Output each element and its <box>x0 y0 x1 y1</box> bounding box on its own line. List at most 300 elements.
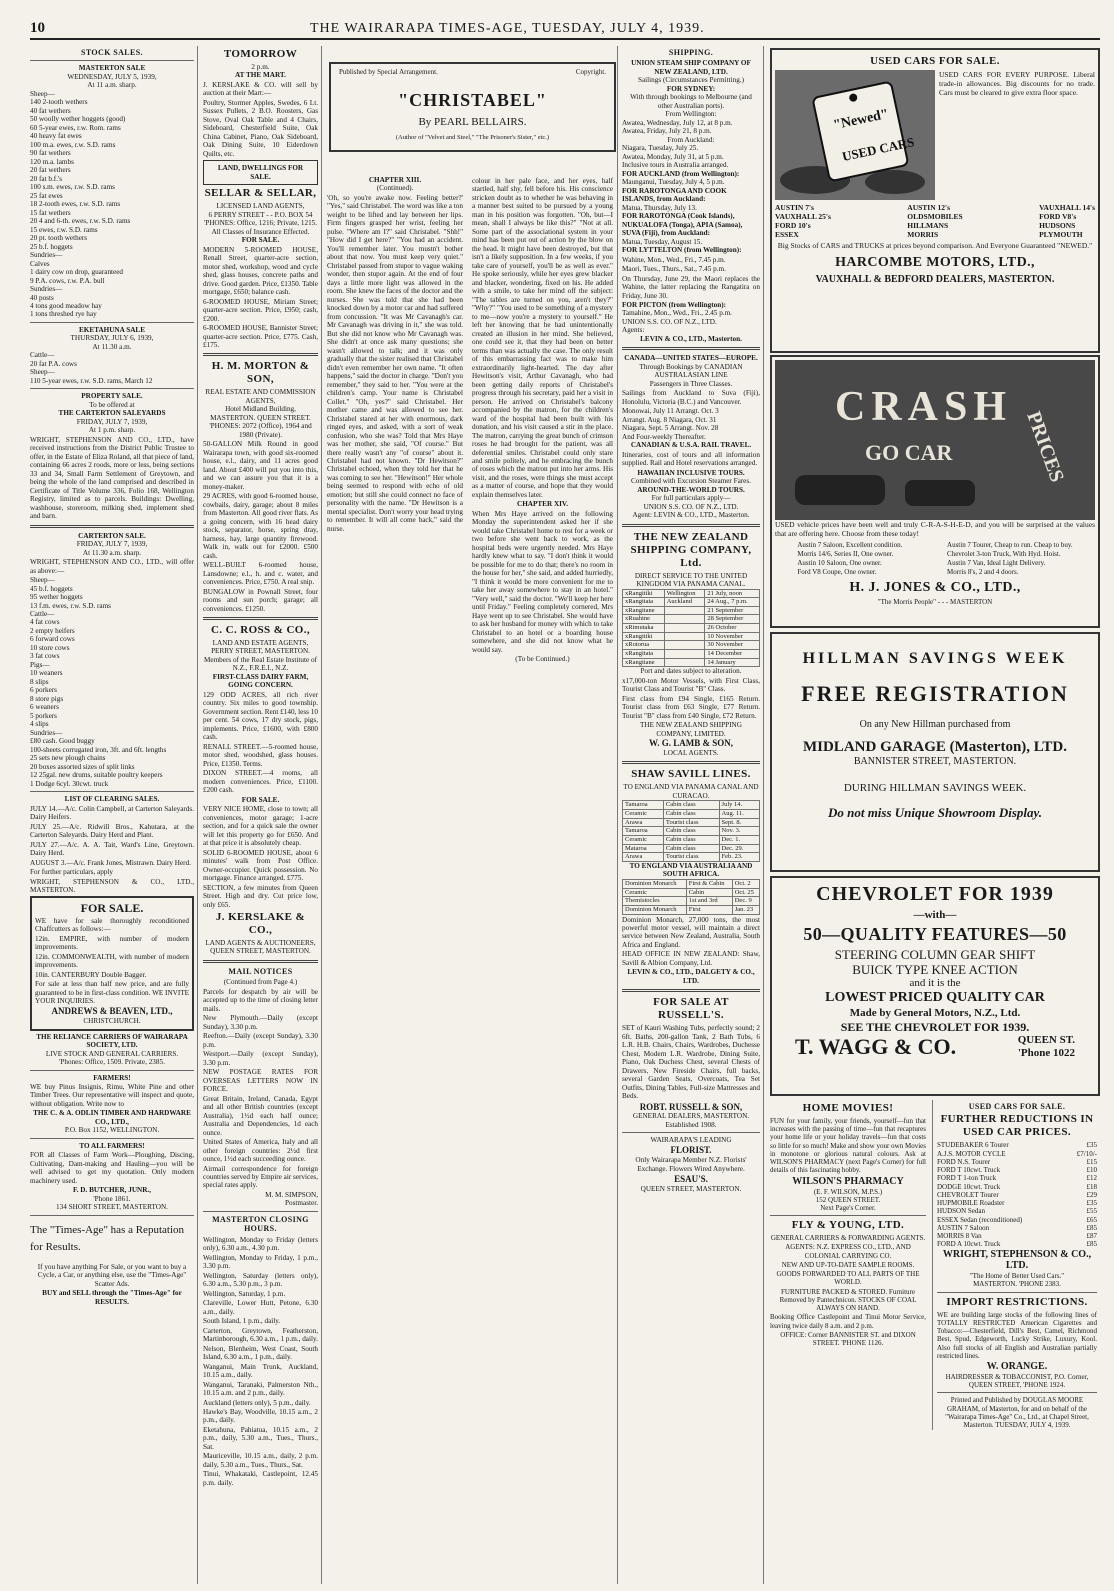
agents: Agents: <box>622 326 645 335</box>
clearing-line: JULY 14.—A/c. Colin Campbell, at Carterton Saleyards. Dairy Heifers. <box>30 804 194 822</box>
andrews-beaven: ANDREWS & BEAVEN, LTD., <box>51 1006 173 1017</box>
closing-line: South Island, 1 p.m., daily. <box>203 1317 281 1326</box>
all-farmers-text: FOR all Classes of Farm Work—Ploughing, Discing, Cultivating, Dam-making and Hauling—you will be well advised to get my quotation. Only modern machinery used. <box>30 1151 194 1185</box>
story-text-4: colour in her pale face, and her eyes, half startled, half shy, fell before his. His conscience stricken doubt as to whether he was behaving in a manner best suited to be pursued by a young man in his position was forgotten. "Oh, but—I mean, shall I always be like this?" "Not at all. Some part of the associational system in your mind has been put out of action by the blow on the head. It might have been destroyed, but that isn't a likely supposition. In a few weeks, if you take care of yourself, you'll be as well as ever." He spoke seriously, while her eyes grew blacker and blacker, wondering, fixed on his. He added with a smile, to take her mind off the subject: "The tables are turned on you, aren't they?" "Why?" "You used to be something of a mystery to me—now you're a mystery to yourself." He left her knowing that he had unintentionally created an illusion in her mind. She believed, one could see it, that they had been on better terms than was actually the case. The only result of this embarrassing fact was to make him extraordinarily light-hearted. The day after Hewitson's visit, Arthur Cavanagh, who had been getting daily reports of Christabel's progress through his secretary, paid her a visit in person. He arrived on Christabel's balcony accompanied by the matron, for the children's ward of the hospital had been built with his donation, and his visit caused a stir in the place. The matron, carrying the great bunch of crimson roses he had brought for the patient, was all deferential smiles. Christabel could only stare and smile politely, and he embracing the bunch of roses which the matron put into her arms. His visit, and the roses, were things she must accept as a matter of course, and hope that they would explain themselves later. <box>472 177 613 499</box>
harcombe: HARCOMBE MOTORS, LTD., <box>835 255 1035 271</box>
free-reg: FREE REGISTRATION <box>801 680 1069 706</box>
table-cell: Jan. 23 <box>732 905 759 914</box>
table-row <box>623 632 760 641</box>
mail-line: Westport.—Daily (except Sunday), 3.30 p.m. <box>203 1050 318 1067</box>
buick: BUICK TYPE KNEE ACTION <box>852 962 1018 978</box>
table-cell: 28 September <box>705 615 760 624</box>
table-cell <box>664 641 705 650</box>
esaus: ESAU'S. <box>674 1174 708 1185</box>
car-price: £87 <box>1086 1232 1097 1241</box>
table-cell: xRangitiki <box>623 632 665 641</box>
orange-sub: HAIRDRESSER & TOBACCONIST, P.O. Corner, QUEEN STREET, 'PHONE 1924. <box>945 1372 1089 1390</box>
farmers-title: FARMERS! <box>93 1073 131 1082</box>
car-model: FORD T 10cwt. Truck <box>937 1166 1001 1175</box>
fly-addr: OFFICE: Corner BANNISTER ST. and DIXON STREET. 'PHONE 1126. <box>780 1330 916 1348</box>
table-cell: Dec. 29. <box>719 844 759 853</box>
and-it-is: and it is the <box>909 977 961 990</box>
table-cell: Cabin class <box>663 844 719 853</box>
ross: C. C. ROSS & CO., <box>210 624 311 636</box>
price-row <box>937 1174 1097 1182</box>
sheep-line: 20 fat wethers <box>30 166 71 175</box>
clearing-line: JULY 27.—A/c. A. A. Tait, Ward's Line, Greytown. Dairy Herd. <box>30 840 194 858</box>
sailing-line: Niagara, Tuesday, July 25. <box>622 144 699 153</box>
sheep-line: 20 fat b.f.'s <box>30 174 63 183</box>
sundries-line: 40 posts <box>30 293 54 302</box>
car-name: AUSTIN 7's <box>775 202 814 212</box>
sailing-line: And Four-weekly Thereafter. <box>622 432 706 441</box>
table-cell: 14 January <box>705 658 760 667</box>
cars-right <box>1039 204 1095 239</box>
raro2-title: FOR RAROTONGA (Cook Islands), NUKUALOFA (Tonga), APIA (Samoa), SUVA (Fiji), from Auckland: <box>622 212 743 238</box>
picton-title: FOR PICTON (from Wellington): <box>622 301 727 309</box>
carterton-line: 45 b.f. hoggets <box>30 584 73 593</box>
column-serial-cont <box>472 46 618 1584</box>
table-cell: xRotorua <box>623 641 665 650</box>
carterton-line: 8 store pigs <box>30 694 64 703</box>
price-row <box>937 1158 1097 1166</box>
car-offer: Austin 7 Saloon, Excellent condition. <box>797 540 903 549</box>
table-cell: Auckland <box>664 598 705 607</box>
buy-sell: BUY and SELL through the "Times-Age" for RESULTS. <box>42 1289 182 1306</box>
carterton-line: 13 f.m. ewes, r.w. S.D. rams <box>30 601 111 610</box>
sellar-sub: LICENSED LAND AGENTS, <box>216 202 305 211</box>
sheep-line: 15 fat wethers <box>30 208 71 217</box>
home-movies: HOME MOVIES! <box>802 1102 894 1114</box>
column-serial <box>327 46 467 1584</box>
canada-classes: Passengers in Three Classes. <box>649 379 733 388</box>
price-row <box>937 1141 1097 1149</box>
import: IMPORT RESTRICTIONS. <box>946 1295 1088 1308</box>
mail-list <box>203 988 318 1190</box>
table-cell: 30 November <box>705 641 760 650</box>
table-cell: Arawa <box>623 853 664 862</box>
table-cell: xRangitane <box>623 606 665 615</box>
chapter-14: CHAPTER XIV. <box>517 500 568 509</box>
car-model: ESSEX Sedan (reconditioned) <box>937 1215 1023 1224</box>
simpson: M. M. SIMPSON, <box>265 1190 318 1199</box>
hawaiian: HAWAIIAN INCLUSIVE TOURS. <box>637 468 745 477</box>
price-row <box>937 1224 1097 1232</box>
carterton-sale: CARTERTON SALE. <box>78 531 146 540</box>
for-sale-text2: For sale at less than half new price, and are fully guaranteed to be in first-class condition. WE INVITE YOUR INQUIRIES. <box>35 980 189 1005</box>
nz-table <box>622 589 760 668</box>
sheep-line: 140 2-tooth wethers <box>30 98 88 107</box>
butcher-addr: 134 SHORT STREET, MASTERTON. <box>56 1203 168 1212</box>
raro-title: FOR RAROTONGA AND COOK ISLANDS, from Auckland: <box>622 186 727 204</box>
sheep-line: 90 fat wethers <box>30 149 71 158</box>
odlin-po: P.O. Box 1152, WELLINGTON. <box>64 1126 160 1135</box>
car-price: £85 <box>1086 1223 1097 1232</box>
for-sale-item: 12in. COMMONWEALTH, with number of modern improvements. <box>35 952 189 970</box>
copyright: Copyright. <box>575 68 606 76</box>
sellar: SELLAR & SELLAR, <box>204 187 317 200</box>
sheep-line: 40 fat wethers <box>30 106 71 115</box>
carterton-line: £80 cash. Good buggy <box>30 737 95 746</box>
closing-line: Wellington, Monday to Friday (letters only), 6.30 a.m., 4.30 p.m. <box>203 1235 318 1253</box>
union: UNION STEAM SHIP COMPANY OF NEW ZEALAND, LTD. <box>631 59 751 76</box>
table-cell: 21 July, noon <box>705 589 760 598</box>
sheep-line: 50 woolly wether hoggets (good) <box>30 115 126 124</box>
closing-line: Eketahuna, Pahiatua, 10.15 a.m., 2 p.m., daily, 5.30 a.m., Tues., Thurs., Sat. <box>203 1425 318 1451</box>
eketahuna-line: Sheep— <box>30 368 55 377</box>
florist-title: WAIRARAPA'S LEADING <box>650 1136 732 1145</box>
carterton-line: Sundries— <box>30 728 63 737</box>
shaw-table <box>622 800 760 862</box>
column-stock-sales <box>30 46 198 1584</box>
car-price: £85 <box>1086 1240 1097 1249</box>
carterton-line: Cattle— <box>30 609 55 618</box>
table-cell: Sept. 8. <box>719 818 759 827</box>
car-offer: Ford V8 Coupe, One owner. <box>797 568 877 577</box>
table-cell: Tourist class <box>663 818 719 827</box>
clearing-list <box>30 805 194 895</box>
butcher-phone: 'Phone 1861. <box>93 1194 131 1203</box>
mail-line: Reefton.—Daily (except Sunday), 3.30 p.m. <box>203 1032 318 1049</box>
during: DURING HILLMAN SAVINGS WEEK. <box>843 782 1027 795</box>
world-tours: AROUND-THE-WORLD TOURS. <box>637 485 745 494</box>
sailing-line: On Thursday, June 29, the Maori replaces the Wahine, the latter replacing the Rangatira on Friday, June 30. <box>622 274 760 300</box>
florist: FLORIST. <box>670 1144 712 1155</box>
table-cell: Oct. 25 <box>732 888 759 897</box>
midland: MIDLAND GARAGE (Masterton), LTD. <box>802 738 1068 755</box>
auckland-list <box>622 144 760 169</box>
sydney-text: With through bookings to Melbourne (and other Australian ports). <box>630 93 752 110</box>
sailing-line: Monowai, July 11 Arrangt. Oct. 3 <box>622 407 719 416</box>
table-cell: xRuahine <box>623 615 665 624</box>
listing: 6-ROOMED HOUSE, Miriam Street; quarter-acre section. Price, £950; cash, £200. <box>203 297 318 323</box>
morton-sub: REAL ESTATE AND COMMISSION AGENTS, <box>205 388 316 405</box>
car-name: FORD 10's <box>775 220 811 230</box>
price-row <box>937 1207 1097 1215</box>
car-name: HUDSONS <box>1039 220 1076 230</box>
mail-line: New Plymouth.—Daily (except Sunday), 3.30 p.m. <box>203 1014 318 1031</box>
mail-cont: (Continued from Page 4.) <box>223 978 298 987</box>
closing-line: Wellington, Monday to Friday, 1 p.m., 3.30 p.m. <box>203 1253 318 1271</box>
any-hillman: On any New Hillman purchased from <box>859 718 1011 730</box>
car-name: VAUXHALL 25's <box>775 211 831 221</box>
tomorrow: TOMORROW <box>223 48 298 60</box>
for-sale-heading-2: FOR SALE. <box>241 795 280 804</box>
queen-st: QUEEN ST. <box>1017 1034 1075 1047</box>
carterton-line: 5 porkers <box>30 711 57 720</box>
sheep-line: 100 m.a. ewes, r.w. S.D. rams <box>30 140 116 149</box>
car-model: FORD T 1-ton Truck <box>937 1174 997 1183</box>
car-model: HUPMOBILE Roadster <box>937 1199 1005 1208</box>
sailing-line: Inclusive tours in Australia arranged. <box>622 161 729 170</box>
carterton-line: Sheep— <box>30 576 55 585</box>
closing-line: Tinui, Whakataki, Castlepoint, 12.45 p.m. daily. <box>203 1470 318 1487</box>
table-cell: 14 December <box>705 650 760 659</box>
hawaiian-text: Combined with Excursion Steamer Fares. <box>631 477 751 486</box>
car-model: FORD N.S. Tourer <box>937 1157 991 1166</box>
fly: FLY & YOUNG, LTD. <box>791 1219 905 1232</box>
car-price: £35 <box>1086 1199 1097 1208</box>
jones-ad <box>770 355 1100 628</box>
sundries-line: Calves <box>30 259 50 268</box>
left-small-ads <box>770 1100 926 1430</box>
car-model: FORD A 10cwt. Truck <box>937 1240 1001 1249</box>
sellar-ins: All Classes of Insurance Effected. <box>211 227 310 236</box>
listing: WELL-BUILT 6-roomed house, Lansdowne; e.l., h. and c. water, and conveniences. Price, £750. A real snip. <box>203 561 318 587</box>
closing-line: Hawke's Bay, Woodville, 10.15 a.m., 2 p.m., daily. <box>203 1408 318 1425</box>
carterton-line: 10 store cows <box>30 643 70 652</box>
lamb-sub: LOCAL AGENTS. <box>663 748 719 757</box>
column-shipping <box>622 46 764 1584</box>
phone: 'Phone 1022 <box>1017 1047 1075 1060</box>
table-cell: xRangitata <box>623 598 665 607</box>
car-offer: Morris 8's, 2 and 4 doors. <box>947 568 1019 577</box>
car-price: £65 <box>1086 1215 1097 1224</box>
continued: (Continued). <box>376 184 414 193</box>
table-row <box>623 658 760 667</box>
tomorrow-time: 2 p.m. <box>251 62 270 71</box>
robt: ROBT. RUSSELL & SON, <box>639 1101 743 1112</box>
lowest: LOWEST PRICED QUALITY CAR <box>825 990 1045 1006</box>
wagg: T. WAGG & CO. <box>795 1034 957 1060</box>
fly-office: Booking Office Castlepoint and Tinui Motor Service, leaving twice daily 8 a.m. and 2 p.m. <box>770 1313 926 1330</box>
table-row <box>623 879 760 888</box>
sheep-line: 60 5-year ewes, r.w. Rom. rams <box>30 123 121 132</box>
morton-addr: Hotel Midland Building, MASTERTON. QUEEN STREET. <box>210 405 311 422</box>
table-row <box>623 818 760 827</box>
russells-text: SET of Kauri Washing Tubs, perfectly sound; 2 6ft. Baths, 200-gallon Tank, 2 Bath Tubs, 6 L.R. H.B. Chairs, Chairs, Wardrobes, Duchesse Chest, Modern L.R. Wardrobe, Dining Suite, Piano, Oak Duchess Chest, several Chests of Drawers, New Fireside Chairs, full backs, several Garden Seats, Overcoats, Tea Set Outfits, Dining Tables, Full-size Mattresses and Beds. <box>622 1024 760 1101</box>
mail-line: Parcels for despatch by air will be accepted up to the time of closing letter mails. <box>203 987 318 1013</box>
table-cell: Mataroa <box>623 844 664 853</box>
cars-left <box>775 204 831 239</box>
morton: H. M. MORTON & SON, <box>211 360 310 386</box>
table-cell: First <box>686 905 732 914</box>
property-sale: PROPERTY SALE. <box>81 392 143 401</box>
for-sale-title: FOR SALE. <box>80 901 144 916</box>
carterton-line: Pigs— <box>30 660 50 669</box>
car-name: VAUXHALL 14's <box>1039 202 1095 212</box>
car-name: MORRIS <box>907 229 939 239</box>
table-cell: Dominion Monarch <box>623 879 687 888</box>
price-row <box>937 1216 1097 1224</box>
prices-text: PRICES <box>1022 408 1069 486</box>
eketahuna-list <box>30 351 194 385</box>
union2: UNION S.S. CO. OF N.Z., LTD. <box>643 502 739 511</box>
heading-stock-sales: STOCK SALES. <box>80 48 143 57</box>
table-row <box>623 844 760 853</box>
usa-text: Itineraries, cost of tours and all information supplied. Rail and Hotel reservations arranged. <box>622 450 760 468</box>
jones: H. J. JONES & CO., LTD., <box>849 579 1021 595</box>
import-text: WE are building large stocks of the following lines of TOTALLY RESTRICTED American Cigarettes and Tobacco:—Chesterfield, Dill's Best, Camel, Richmond Best, Spud, Edgeworth, Lucky Strike, Luxury, Kool. Also full stocks of all English and Australian partially restricted lines. <box>937 1310 1097 1360</box>
further: FURTHER REDUCTIONS IN USED CAR PRICES. <box>940 1113 1094 1139</box>
closing-line: Wanganui, Main Trunk, Auckland, 10.15 a.m., daily. <box>203 1362 318 1380</box>
sundries-line: 1 dairy cow on drop, guaranteed <box>30 268 124 277</box>
farmers-text: WE buy Pinus Insignis, Rimu, White Pine and other Timber Trees. Our representative will inspect and quote, without obligation. Write now to <box>30 1083 194 1108</box>
used-text: USED CARS FOR EVERY PURPOSE. Liberal trade-in allowances. Big discounts for no trade. Cars must be cleared to give extra floor space. <box>939 69 1095 97</box>
table-row <box>623 853 760 862</box>
car-model: MORRIS 8 Van <box>937 1232 982 1241</box>
harcombe-ad <box>770 48 1100 353</box>
hillman: HILLMAN SAVINGS WEEK <box>802 650 1068 667</box>
clearing-line: AUGUST 3.—A/c. Frank Jones, Mistrawn. Dairy Herd. <box>30 858 191 867</box>
for-sale-heading: FOR SALE. <box>241 236 280 245</box>
odlin: THE C. & A. ODLIN TIMBER AND HARDWARE CO., LTD., <box>33 1109 191 1126</box>
wilsons-near: Next Page's Corner. <box>820 1204 876 1213</box>
table-cell: Cabin class <box>663 801 719 810</box>
all-farmers: TO ALL FARMERS! <box>79 1141 145 1150</box>
closing-line: Wellington, Saturday, 1 p.m. <box>203 1289 286 1298</box>
fly-agents: AGENTS: N.Z. EXPRESS CO., LTD., AND COLONIAL CARRYING CO. <box>785 1243 911 1260</box>
union-sailings: Sailings (Circumstances Permitting.) <box>637 76 744 85</box>
property-text: WRIGHT, STEPHENSON AND CO., LTD., have received instructions from the District Public Trustee to offer, in the Estate of Eliza Roland, all that piece of land, containing 66 acres 2 roods, more or less, being sections 33 and 34, Small Farm Settlement of Greytown, and being the whole of the land comprised and described in Certificate of Title Volume 336, Folio 168, Wellington Registry, limited as to parcels. Buildings: Dwelling, washhouse, storeroom, milking shed, implement shed and barn. <box>30 435 194 521</box>
table-cell: Nov. 3. <box>719 827 759 836</box>
morton-phones: 'PHONES: 2072 (Office), 1964 and 1980 (Private). <box>209 422 312 439</box>
mail-line: Great Britain, Ireland, Canada, Egypt and all other British countries (except Australia), 1½d each half ounce; Australia and Dependencies, 1d each ounce. <box>203 1094 318 1137</box>
land-title: LAND, DWELLINGS FOR SALE. <box>203 160 318 185</box>
car-name: PLYMOUTH <box>1039 229 1083 239</box>
listing: RENALL STREET.—5-roomed house, motor shed, woodshed, glass houses. Price, £1350. Terms. <box>203 742 318 768</box>
see: SEE THE CHEVROLET FOR 1939. <box>840 1019 1030 1034</box>
table-cell: 10 November <box>705 632 760 641</box>
car-price: £12 <box>1086 1174 1097 1183</box>
car-name: AUSTIN 12's <box>907 202 950 212</box>
printed: Printed and Published by DOUGLAS MOORE GRAHAM, of Masterton, for and on behalf of the "Wairarapa Times-Age" Co., Ltd., at Chapel Street, Masterton. TUESDAY, JULY 4, 1939. <box>945 1396 1089 1430</box>
table-cell: Arawa <box>623 818 664 827</box>
shaw: SHAW SAVILL LINES. <box>631 768 751 781</box>
quality: 50—QUALITY FEATURES—50 <box>803 923 1067 944</box>
mail-line: United States of America, Italy and all other foreign countries: 2½d first ounce, 1½d each succeeding ounce. <box>203 1138 318 1164</box>
table-row <box>623 897 760 906</box>
closing-line: Clareville, Lower Hutt, Petone, 6.30 a.m., daily. <box>203 1299 318 1316</box>
car-name: OLDSMOBILES <box>907 211 963 221</box>
lamb: W. G. LAMB & SON, <box>649 738 733 749</box>
canada-sub: Through Bookings by CANADIAN AUSTRALASIAN LINE <box>639 362 743 380</box>
table-cell: 21 September <box>705 606 760 615</box>
price-row <box>937 1199 1097 1207</box>
ross-addr: PERRY STREET, MASTERTON. <box>211 647 310 656</box>
agent-levin: Agent: LEVIN & CO., LTD., Masterton. <box>632 511 750 520</box>
ross-sub: LAND AND ESTATE AGENTS, <box>212 638 309 647</box>
sheep-line: 25 b.f. hoggets <box>30 242 73 251</box>
closing-line: Carterton, Greytown, Featherston, Martinborough, 6.30 a.m., 1 p.m., daily. <box>203 1326 318 1344</box>
car-price: £18 <box>1086 1182 1097 1191</box>
levin-dalgety: LEVIN & CO., LTD., DALGETY & CO., LTD. <box>627 968 755 985</box>
closing-line: Nelson, Blenheim, West Coast, South Island, 6.30 a.m., 1 p.m., daily. <box>203 1344 318 1362</box>
chapter-13: CHAPTER XIII. <box>368 176 422 184</box>
table-cell <box>664 615 705 624</box>
carterton-line: 8 slips <box>30 677 49 686</box>
nz-note: Port and dates subject to alteration. <box>640 667 742 676</box>
column-motor-ads <box>770 46 1100 1584</box>
ross-concern: FIRST-CLASS DAIRY FARM, GOING CONCERN. <box>212 672 309 690</box>
table-cell: xRangitiki <box>623 589 665 598</box>
sailing-line: Arrangt. Aug. 8 Niagara, Oct. 31 <box>622 415 717 424</box>
wright: WRIGHT, STEPHENSON & CO., LTD. <box>942 1248 1092 1272</box>
closing-title: MASTERTON CLOSING HOURS. <box>212 1214 309 1234</box>
with: —with— <box>913 908 957 921</box>
picton-list <box>622 309 760 326</box>
masterton-sale: MASTERTON SALE <box>78 64 146 73</box>
for-sale-ad <box>30 896 194 1030</box>
car-offer: Austin 7 Tourer, Cheap to run. Cheap to buy. <box>947 540 1073 549</box>
canada-title: CANADA—UNITED STATES—EUROPE. <box>624 354 758 363</box>
table-cell: 24 Aug., 7 p.m. <box>705 598 760 607</box>
table-row <box>623 827 760 836</box>
for-sale-item: 12in. EMPIRE, with number of modern improvements. <box>35 934 189 952</box>
price-row <box>937 1191 1097 1199</box>
levin: LEVIN & CO., LTD., Masterton. <box>640 334 742 343</box>
nz-text: x17,000-ton Motor Vessels, with First Class, Tourist Class and Tourist "B" Class. <box>622 676 760 694</box>
car-offer: Chevrolet 3-ton Truck, With Hyd. Hoist. <box>947 549 1061 558</box>
sheep-line: 15 ewes, r.w. S.D. rams <box>30 225 98 234</box>
crash-left <box>797 540 902 578</box>
arrangement: Published by Special Arrangement. <box>339 68 438 76</box>
kerslake-text: J. KERSLAKE & CO. will sell by auction at their Mart:— <box>203 80 318 98</box>
kerslake2-sub: LAND AGENTS & AUCTIONEERS, <box>205 938 316 947</box>
go-car-text: GO CAR <box>865 440 953 465</box>
from-auckland: From Auckland: <box>667 135 715 144</box>
car-price: £55 <box>1086 1207 1097 1216</box>
car-price: £7/10/- <box>1076 1149 1097 1158</box>
masterton-time: At 11 a.m. sharp. <box>87 81 137 90</box>
crash-illustration <box>775 360 1095 520</box>
table-cell: xRangitane <box>623 658 665 667</box>
crash-graphic <box>775 360 1095 520</box>
table-cell: Tamaroa <box>623 827 664 836</box>
table-cell <box>664 650 705 659</box>
table-row <box>623 905 760 914</box>
author-note: (Author of "Velvet and Steel," "The Prisoner's Sister," etc.) <box>395 134 550 141</box>
table-cell: First & Cabin <box>686 879 732 888</box>
eketahuna-sale: EKETAHUNA SALE <box>79 325 145 334</box>
car-model: HUDSON Sedan <box>937 1207 986 1216</box>
sydney-title: FOR SYDNEY: <box>666 84 716 93</box>
property-time: At 1 p.m. sharp. <box>88 426 136 435</box>
page-number: 10 <box>30 20 45 36</box>
clearing-line: WRIGHT, STEPHENSON & CO., LTD., MASTERTON. <box>30 877 194 894</box>
listing: 50-GALLON Milk Round in good Wairarapa town, with good six-roomed house, e.l., dairy, and 11 acres good land. About £400 will put you into this, and we can assure you that it is a money-maker. <box>203 440 318 491</box>
carterton-line: 6 weaners <box>30 703 59 712</box>
clearing-sales: LIST OF CLEARING SALES. <box>64 795 160 804</box>
sundries-line: Sundries— <box>30 285 63 294</box>
reliance-sub: LIVE STOCK AND GENERAL CARRIERS. <box>45 1049 179 1058</box>
times-age-ad: The "Times-Age" has a Reputation for Results. <box>30 1223 184 1254</box>
raro-ship: Matua, Thursday, July 13. <box>622 203 697 212</box>
newspaper-title: THE WAIRARAPA TIMES-AGE, TUESDAY, JULY 4, 1939. <box>310 21 705 36</box>
story-text-4b: When Mrs Haye arrived on the following Monday the superintendent asked her if she would take Christabel home to rest for a week or two before she went back to work, as the hospital beds were urgently needed. Mrs Haye hardly knew what to say. "I don't think it would be possible for me to do that; there's no room in the house for her," she said, and added hurriedly, "I think it would be more convenient for me to take her away somewhere to stay in an hotel." "Very well," said the doctor. "We'll keep her here until Friday." Feeling completely cornered, Mrs Haye went up to see Christabel. She would have to ask her husband for money with which to take Christabel to an hotel or a boarding house somewhere, and she did not know what he would say. <box>472 509 613 654</box>
eketahuna-line: 110 5-year ewes, r.w. S.D. rams, March 12 <box>30 376 153 385</box>
table-cell: Cabin class <box>663 827 719 836</box>
carterton-list <box>30 576 194 788</box>
shaw-aus-table <box>622 879 760 915</box>
table-cell: Ceramic <box>623 835 664 844</box>
carterton-date: FRIDAY, JULY 7, 1939, <box>76 540 148 549</box>
right-small-ads <box>932 1100 1097 1430</box>
butcher: F. D. BUTCHER, JUNR., <box>72 1186 151 1195</box>
vauxhall: VAUXHALL & BEDFORD DEALERS, MASTERTON. <box>815 273 1055 285</box>
used-cars-heading: USED CARS FOR SALE. <box>870 55 1000 67</box>
lyttelton-list <box>622 256 760 300</box>
crash-text: CRASH <box>835 384 1013 430</box>
table-cell: Cabin class <box>663 809 719 818</box>
robt-sub: GENERAL DEALERS, MASTERTON. <box>632 1112 750 1121</box>
for-sale-text: WE have for sale thoroughly reconditioned Chaffcutters as follows:— <box>35 916 189 934</box>
postmaster: Postmaster. <box>285 1199 318 1208</box>
listing: MODERN 5-ROOMED HOUSE, Renall Street, quarter-acre section, motor shed, workshop, wood and cycle shed, glass houses, concrete paths and drive. Good garden. Price, £1350. Table mortgage, £650; balance cash. <box>203 245 318 297</box>
table-cell: Dominion Monarch <box>623 905 687 914</box>
listing: 129 ODD ACRES, all rich river country. Six miles to good township. Government section. Rent £140, less 10 per cent. 54 cows, 17 dry stock, pigs, implements. Price, £1600, with £800 cash. <box>203 690 318 742</box>
sheep-line: 120 m.a. lambs <box>30 157 74 166</box>
